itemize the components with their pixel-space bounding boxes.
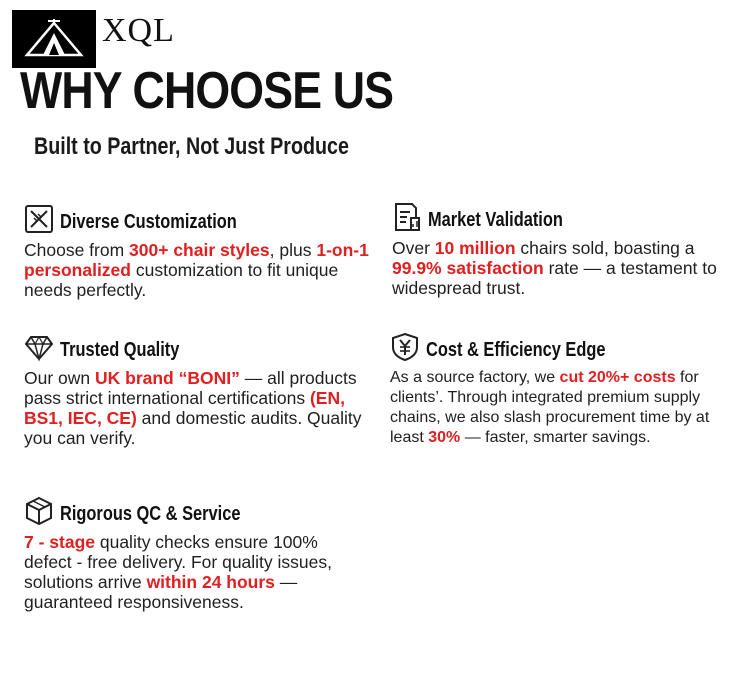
- card-body: Choose from 300+ chair styles, plus 1-on-1 personalized customization to fit unique needs perfectly.: [24, 240, 369, 300]
- page-title: WHY CHOOSE US: [20, 62, 394, 120]
- tent-logo-icon: [19, 19, 89, 59]
- card-cost-efficiency: [390, 328, 720, 448]
- card-customization: [24, 200, 374, 300]
- card-body: Over 10 million chairs sold, boasting a 99.9% satisfaction rate — a testament to widespread trust.: [392, 238, 717, 298]
- diamond-icon: [24, 332, 54, 362]
- card-body: Our own UK brand “BONI” — all products pass strict international certifications (EN, BS1, IEC, CE) and domestic audits. Quality you can verify.: [24, 368, 362, 448]
- yen-shield-icon: [390, 332, 420, 362]
- brand-name: XQL: [102, 12, 175, 49]
- document-chart-icon: [392, 202, 422, 232]
- card-title: Rigorous QC & Service: [60, 503, 241, 525]
- page-subtitle: Built to Partner, Not Just Produce: [34, 133, 349, 160]
- card-market-validation: [392, 198, 732, 298]
- card-body: 7 - stage quality checks ensure 100% defect - free delivery. For quality issues, solutions arrive within 24 hours — guaranteed responsiveness.: [24, 532, 332, 612]
- ruler-pencil-icon: [24, 204, 54, 234]
- card-rigorous-qc: [24, 492, 369, 612]
- card-title: Cost & Efficiency Edge: [426, 339, 606, 361]
- card-title: Diverse Customization: [60, 211, 237, 233]
- box-cube-icon: [24, 496, 54, 526]
- card-title: Trusted Quality: [60, 339, 180, 361]
- card-trusted-quality: [24, 328, 374, 448]
- card-body: As a source factory, we cut 20%+ costs for clients’. Through integrated premium supply chains, we also slash procurement time by at least 30% — faster, smarter savings.: [390, 369, 710, 446]
- card-title: Market Validation: [428, 209, 563, 231]
